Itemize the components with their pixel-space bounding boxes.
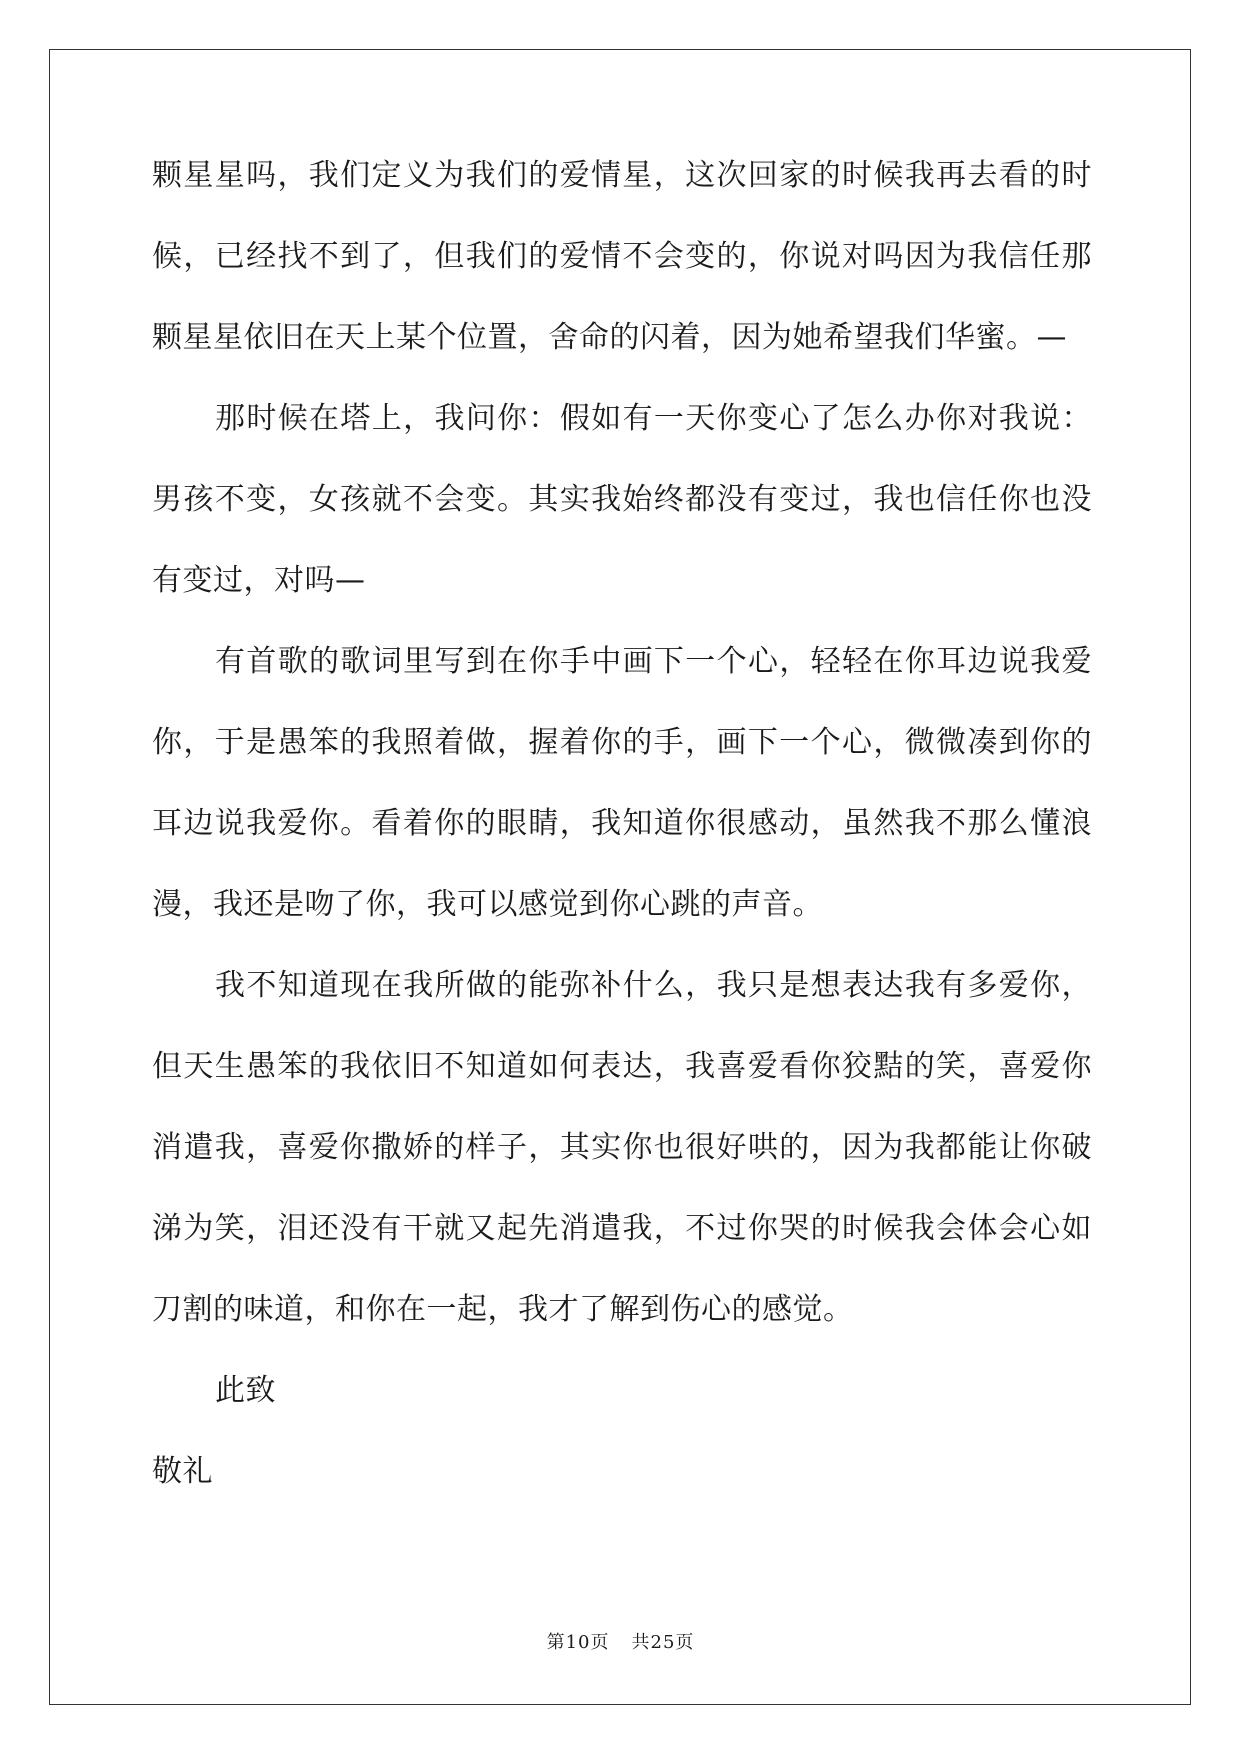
text-line: 颗星星吗，我们定义为我们的爱情星，这次回家的时候我再去看的时	[152, 158, 1092, 193]
text-line: 男孩不变，女孩就不会变。其实我始终都没有变过，我也信任你也没	[152, 482, 1092, 517]
text-line: 候，已经找不到了，但我们的爱情不会变的，你说对吗因为我信任那	[152, 239, 1092, 274]
text-line: 有变过，对吗—	[152, 563, 366, 598]
text-line: 那时候在塔上，我问你：假如有一天你变心了怎么办你对我说：	[215, 401, 1092, 436]
page-footer	[0, 1628, 1241, 1654]
text-line: 有首歌的歌词里写到在你手中画下一个心，轻轻在你耳边说我爱	[215, 644, 1092, 679]
text-line: 消遣我，喜爱你撒娇的样子，其实你也很好哄的，因为我都能让你破	[152, 1130, 1092, 1165]
text-line: 耳边说我爱你。看着你的眼睛，我知道你很感动，虽然我不那么懂浪	[152, 806, 1092, 841]
closing-regards: 敬礼	[152, 1454, 213, 1489]
closing-salutation: 此致	[215, 1373, 276, 1408]
page-total: 共25页	[631, 1632, 695, 1653]
text-line: 你，于是愚笨的我照着做，握着你的手，画下一个心，微微凑到你的	[152, 725, 1092, 760]
text-line: 颗星星依旧在天上某个位置，舍命的闪着，因为她希望我们华蜜。—	[152, 320, 1067, 355]
letter-body	[152, 156, 1092, 1533]
text-line: 涕为笑，泪还没有干就又起先消遣我，不过你哭的时候我会体会心如	[152, 1211, 1092, 1246]
text-line: 漫，我还是吻了你，我可以感觉到你心跳的声音。	[152, 887, 823, 922]
text-line: 但天生愚笨的我依旧不知道如何表达，我喜爱看你狡黠的笑，喜爱你	[152, 1049, 1092, 1084]
page-number: 第10页	[546, 1632, 610, 1653]
text-line: 我不知道现在我所做的能弥补什么，我只是想表达我有多爱你，	[215, 968, 1092, 1003]
text-line: 刀割的味道，和你在一起，我才了解到伤心的感觉。	[152, 1292, 854, 1327]
